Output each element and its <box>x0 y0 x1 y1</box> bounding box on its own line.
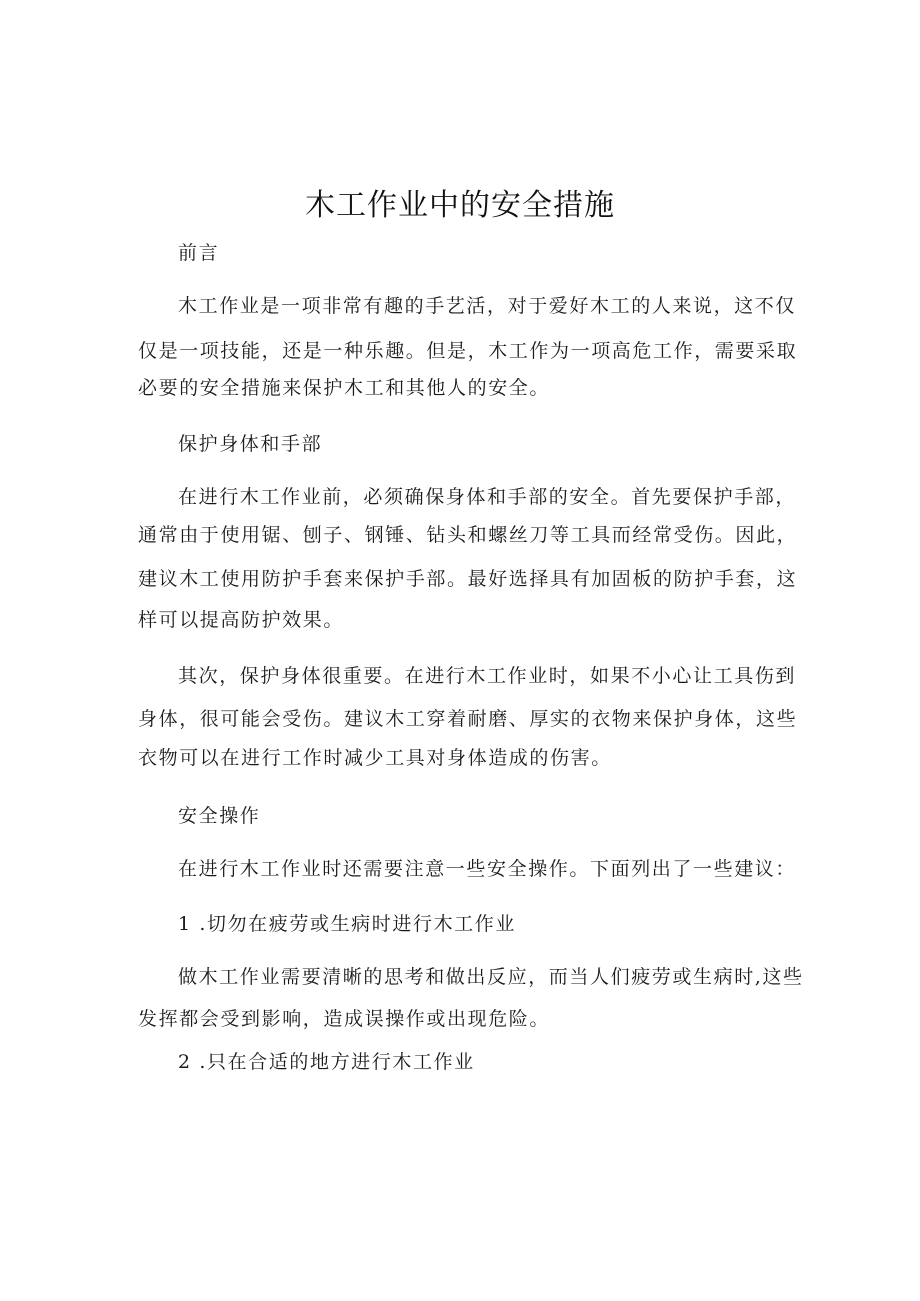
preface-line: 必要的安全措施来保护木工和其他人的安全。 <box>138 377 551 399</box>
preface-line: 木工作业是一项非常有趣的手艺活，对于爱好木工的人来说，这不仅 <box>178 295 797 317</box>
document-title: 木工作业中的安全措施 <box>305 188 615 223</box>
safety-intro: 在进行木工作业时还需要注意一些安全操作。下面列出了一些建议： <box>178 858 797 880</box>
protect-p1-line: 通常由于使用锯、刨子、钢锤、钻头和螺丝刀等工具而经常受伤。因此， <box>138 524 798 546</box>
preface-heading: 前言 <box>178 242 220 264</box>
protect-p2-line: 其次，保护身体很重要。在进行木工作业时，如果不小心让工具伤到 <box>178 665 797 687</box>
item1-line: 发挥都会受到影响，造成误操作或出现危险。 <box>138 1008 551 1030</box>
item1-line: 做木工作业需要清晰的思考和做出反应，而当人们疲劳或生病时,这些 <box>178 966 804 988</box>
list-item-heading: 1 .切勿在疲劳或生病时进行木工作业 <box>178 913 516 935</box>
protect-p1-line: 建议木工使用防护手套来保护手部。最好选择具有加固板的防护手套，这 <box>138 568 798 590</box>
protect-heading: 保护身体和手部 <box>178 433 323 455</box>
protect-p1-line: 在进行木工作业前，必须确保身体和手部的安全。首先要保护手部， <box>178 486 797 508</box>
protect-p1-line: 样可以提高防护效果。 <box>138 609 345 631</box>
safety-heading: 安全操作 <box>178 805 261 827</box>
protect-p2-line: 身体，很可能会受伤。建议木工穿着耐磨、厚实的衣物来保护身体，这些 <box>138 708 798 730</box>
list-item-heading: 2 .只在合适的地方进行木工作业 <box>178 1051 475 1073</box>
preface-line: 仅是一项技能，还是一种乐趣。但是，木工作为一项高危工作，需要采取 <box>138 340 798 362</box>
protect-p2-line: 衣物可以在进行工作时减少工具对身体造成的伤害。 <box>138 747 612 769</box>
